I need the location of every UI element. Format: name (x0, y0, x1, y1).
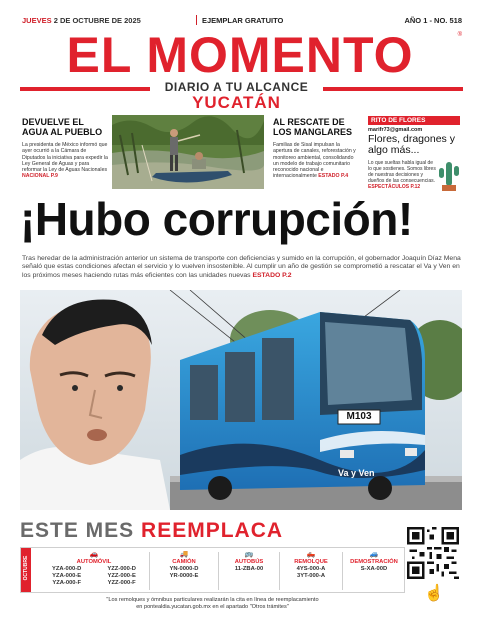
plate-value: YR-0000-E (169, 573, 199, 579)
demo-car-icon: 🚙 (369, 551, 379, 558)
plate-col-autobus (220, 551, 278, 573)
edition-label: EJEMPLAR GRATUITO (202, 16, 284, 25)
tagline: DIARIO A TU ALCANCE (164, 80, 309, 94)
story-headline-manglares[interactable]: AL RESCATE DE LOS MANGLARES (273, 117, 353, 137)
plate-col-camion (151, 551, 217, 580)
story-headline-agua[interactable]: DEVUELVE EL AGUA AL PUEBLO (22, 117, 103, 137)
dateline (22, 16, 141, 25)
date-label: 2 DE OCTUBRE DE 2025 (53, 16, 141, 25)
plate-col-demostracion (344, 551, 404, 573)
plate-value: 4YS-000-A (296, 566, 326, 572)
day-label: JUEVES (22, 16, 52, 25)
story-page-ref[interactable]: NACIONAL P.9 (22, 173, 58, 180)
reemplaca-title-gray: ESTE MES (20, 519, 135, 542)
cactus-illustration-icon (436, 158, 462, 192)
main-lede (22, 255, 462, 280)
plate-value: YZA-000-F (52, 580, 81, 586)
issue-number: AÑO 1 - NO. 518 (404, 16, 462, 25)
plate-col-remolque (281, 551, 341, 580)
masthead (20, 27, 462, 83)
plate-col-label: CAMIÓN (172, 559, 196, 565)
plate-value: YZZ-000-F (107, 580, 136, 586)
plates-table (20, 547, 405, 593)
story-page-ref[interactable]: ESTADO P.4 (318, 173, 349, 180)
bus-brand: Va y Ven (338, 468, 375, 478)
car-icon: 🚗 (89, 551, 99, 558)
plate-col-label: AUTOBÚS (234, 559, 264, 565)
month-tab (21, 548, 31, 592)
plate-col-label: AUTOMÓVIL (76, 559, 112, 565)
lede-page-ref[interactable]: ESTADO P.2 (252, 271, 292, 279)
dateline-divider (196, 15, 197, 25)
plate-col-divider (342, 552, 343, 590)
dateline-bar (22, 14, 462, 28)
hero-photo (20, 290, 462, 510)
mangrove-boat-photo (112, 115, 264, 189)
plate-value: S-XA-00D (360, 566, 388, 572)
newspaper-title: EL MOMENTO (66, 27, 414, 83)
lede-text: Tras heredar de la administración anterior un sistema de transporte con deficiencias y sumido en la corrupción, el gobernador Joaquín Díaz Mena señaló que estas condiciones afectan el servicio y lo vuelven insostenible. Al cumplir un año de gestión se comprometió a rescatar el Va y Ven en los próximos meses haciendo rutas más eficientes con las unidades nuevas (22, 255, 461, 279)
plate-value: YZZ-000-D (107, 566, 136, 572)
truck-icon: 🚚 (179, 551, 189, 558)
qr-code-icon[interactable] (407, 527, 459, 579)
plate-value: YN-0000-D (169, 566, 199, 572)
plate-value: 3YT-000-A (296, 573, 326, 579)
month-label: OCTUBRE (23, 555, 29, 581)
plate-col-label: REMOLQUE (294, 559, 328, 565)
plate-value: 11-ZBA-00 (234, 566, 264, 572)
main-headline[interactable]: ¡Hubo corrupción! (20, 193, 413, 245)
masthead-rule-right (323, 87, 463, 91)
columnist-email[interactable]: marifr73@gmail.com (368, 127, 423, 133)
column-headline[interactable]: Flores, dragones y algo más... (368, 133, 455, 156)
story-body: Familias de Sisal impulsan la apertura de canales, reforestación y monitoreo ambiental, consolidando un modelo de trabajo comunitario reconocido nacional e internacionalmente (273, 142, 356, 180)
plate-col-label: DEMOSTRACIÓN (350, 559, 398, 565)
story-text-agua (22, 142, 108, 180)
reemplaca-title-red: REEMPLACA (141, 519, 284, 542)
plate-value: YZZ-000-E (107, 573, 136, 579)
plate-col-automovil (39, 551, 149, 587)
plate-col-divider (218, 552, 219, 590)
note-line[interactable]: en pontealdia.yucatan.gob.mx en el apartado "Otros trámites" (136, 604, 289, 610)
plate-value: YZA-000-E (52, 573, 82, 579)
story-body: La presidenta de México informó que ayer ocurrió a la Cámara de Diputados la iniciativa para expedir la Ley General de Aguas y para reformar la Ley de Aguas Nacionales (22, 142, 108, 174)
plates-note (20, 597, 405, 611)
column-page-ref[interactable]: ESPECTÁCULOS P.12 (368, 184, 421, 190)
reemplaca-title (20, 518, 400, 544)
bus-icon: 🚌 (244, 551, 254, 558)
registered-mark: ® (457, 32, 462, 38)
plate-col-divider (149, 552, 150, 590)
bus-number: M103 (346, 411, 372, 422)
story-text-manglares (273, 142, 359, 180)
column-text (368, 160, 436, 190)
column-body: Lo que sueltas habla igual de lo que sostienes. Somos libres de nuestras decisiones y dueños de las consecuencias. (368, 160, 436, 184)
masthead-rule-left (20, 87, 150, 91)
section-bar-rito: RITO DE FLORES (368, 116, 460, 125)
trailer-icon: 🛻 (306, 551, 316, 558)
note-line: "Los remolques y ómnibus particulares realizarán la cita en línea de reemplacamiento (106, 597, 319, 603)
mangrove-scene (112, 115, 264, 189)
plate-col-divider (279, 552, 280, 590)
plate-value: YZA-000-D (52, 566, 82, 572)
region-label: YUCATÁN (192, 93, 281, 112)
pointing-hand-icon: ☝ (424, 585, 444, 602)
